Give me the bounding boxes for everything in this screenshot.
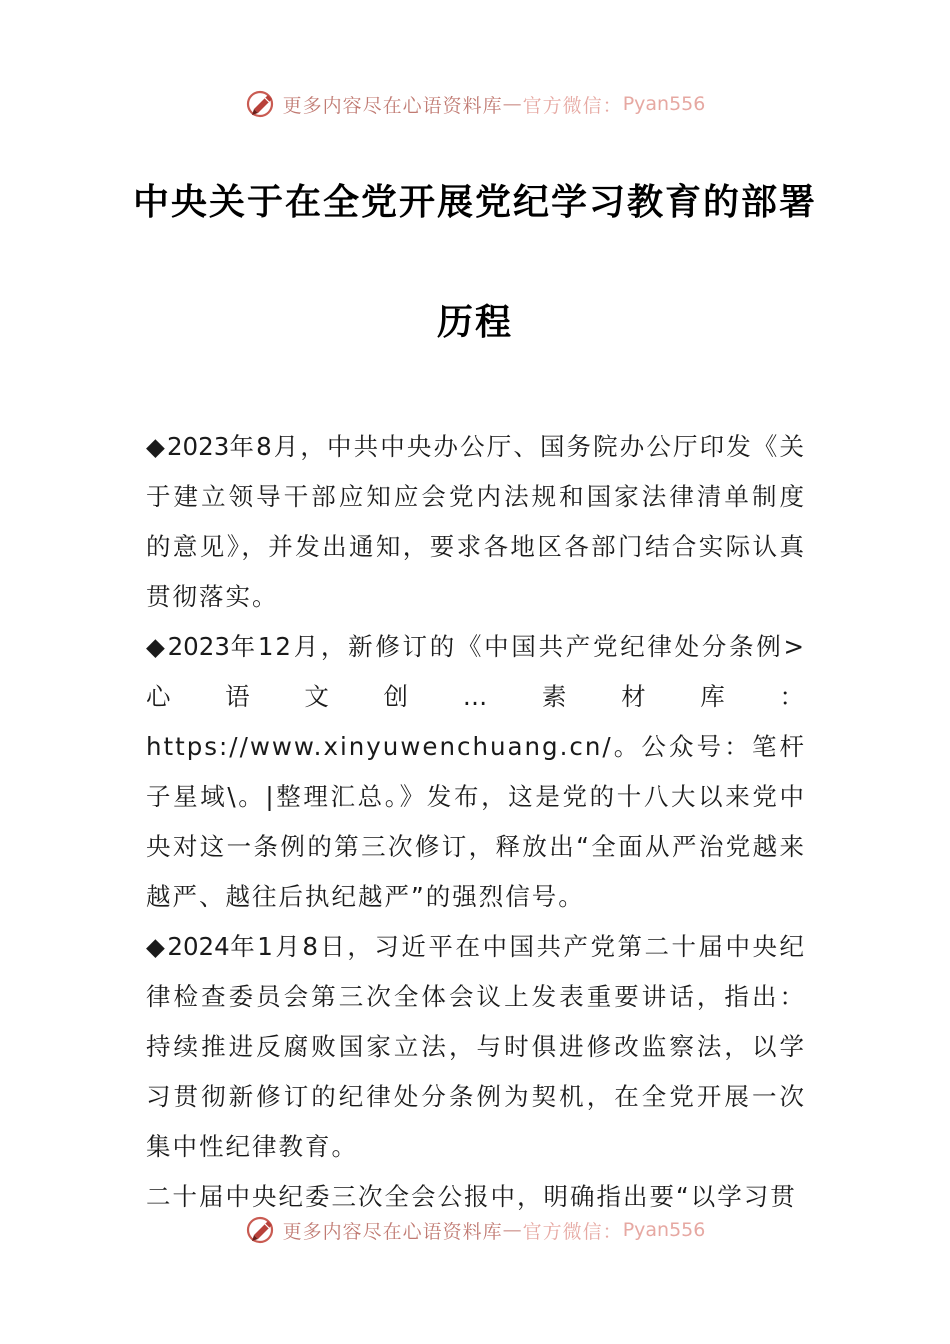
paragraph xyxy=(146,922,806,1172)
paragraph-text: 年12月，新修订的《中国共产党纪律处分条例>心语文创…素材库：https://www.xinyuwenchuang.cn/。公众号：笔杆子星域\。|整理汇总。》发布，这是党的十八大以来党中央对这一条例的第三次修订，释放出“全面从严治党越来越严、越往后执纪越严”的强烈信号。 xyxy=(146,632,807,911)
bullet-diamond-icon: ◆ xyxy=(146,932,168,961)
paragraph xyxy=(146,622,806,922)
paragraph-lead: 2023 xyxy=(166,432,230,461)
paragraph-text: 年1月8日，习近平在中国共产党第二十届中央纪律检查委员会第三次全体会议上发表重要讲话，指出：持续推进反腐败国家立法，与时俱进修改监察法，以学习贯彻新修订的纪律处分条例为契机，在全党开展一次集中性纪律教育。 xyxy=(146,932,806,1161)
pen-logo-icon xyxy=(245,1213,279,1247)
document-body xyxy=(146,422,806,1222)
footer-brand-text: 更多内容尽在心语资料库 xyxy=(282,1220,503,1243)
paragraph-text: 年8月，中共中央办公厅、国务院办公厅印发《关于建立领导干部应知应会党内法规和国家法律清单制度的意见》，并发出通知，要求各地区各部门结合实际认真贯彻落实。 xyxy=(146,432,806,611)
header-separator: — xyxy=(502,93,523,115)
paragraph-lead: 2024 xyxy=(167,932,230,961)
paragraph-lead: 2023 xyxy=(167,632,230,661)
document-title-line2: 历程 xyxy=(436,302,513,343)
pen-logo-icon xyxy=(245,87,279,121)
header-wechat-handle: Pyan556 xyxy=(622,93,706,115)
document-title-line1: 中央关于在全党开展党纪学习教育的部署 xyxy=(132,182,817,223)
footer-wechat-label: 官方微信： xyxy=(522,1220,623,1243)
footer-wechat-handle: Pyan556 xyxy=(622,1219,706,1241)
bullet-diamond-icon: ◆ xyxy=(146,632,168,661)
header-wechat-label: 官方微信： xyxy=(522,94,623,117)
header-banner xyxy=(0,84,950,124)
paragraph-text: 二十届中央纪委三次全会公报中，明确指出要“以学习贯 xyxy=(146,1182,797,1211)
bullet-diamond-icon: ◆ xyxy=(146,432,167,461)
footer-banner xyxy=(0,1210,950,1250)
header-brand-text: 更多内容尽在心语资料库 xyxy=(282,94,503,117)
paragraph xyxy=(146,422,806,622)
footer-separator: — xyxy=(502,1219,523,1241)
